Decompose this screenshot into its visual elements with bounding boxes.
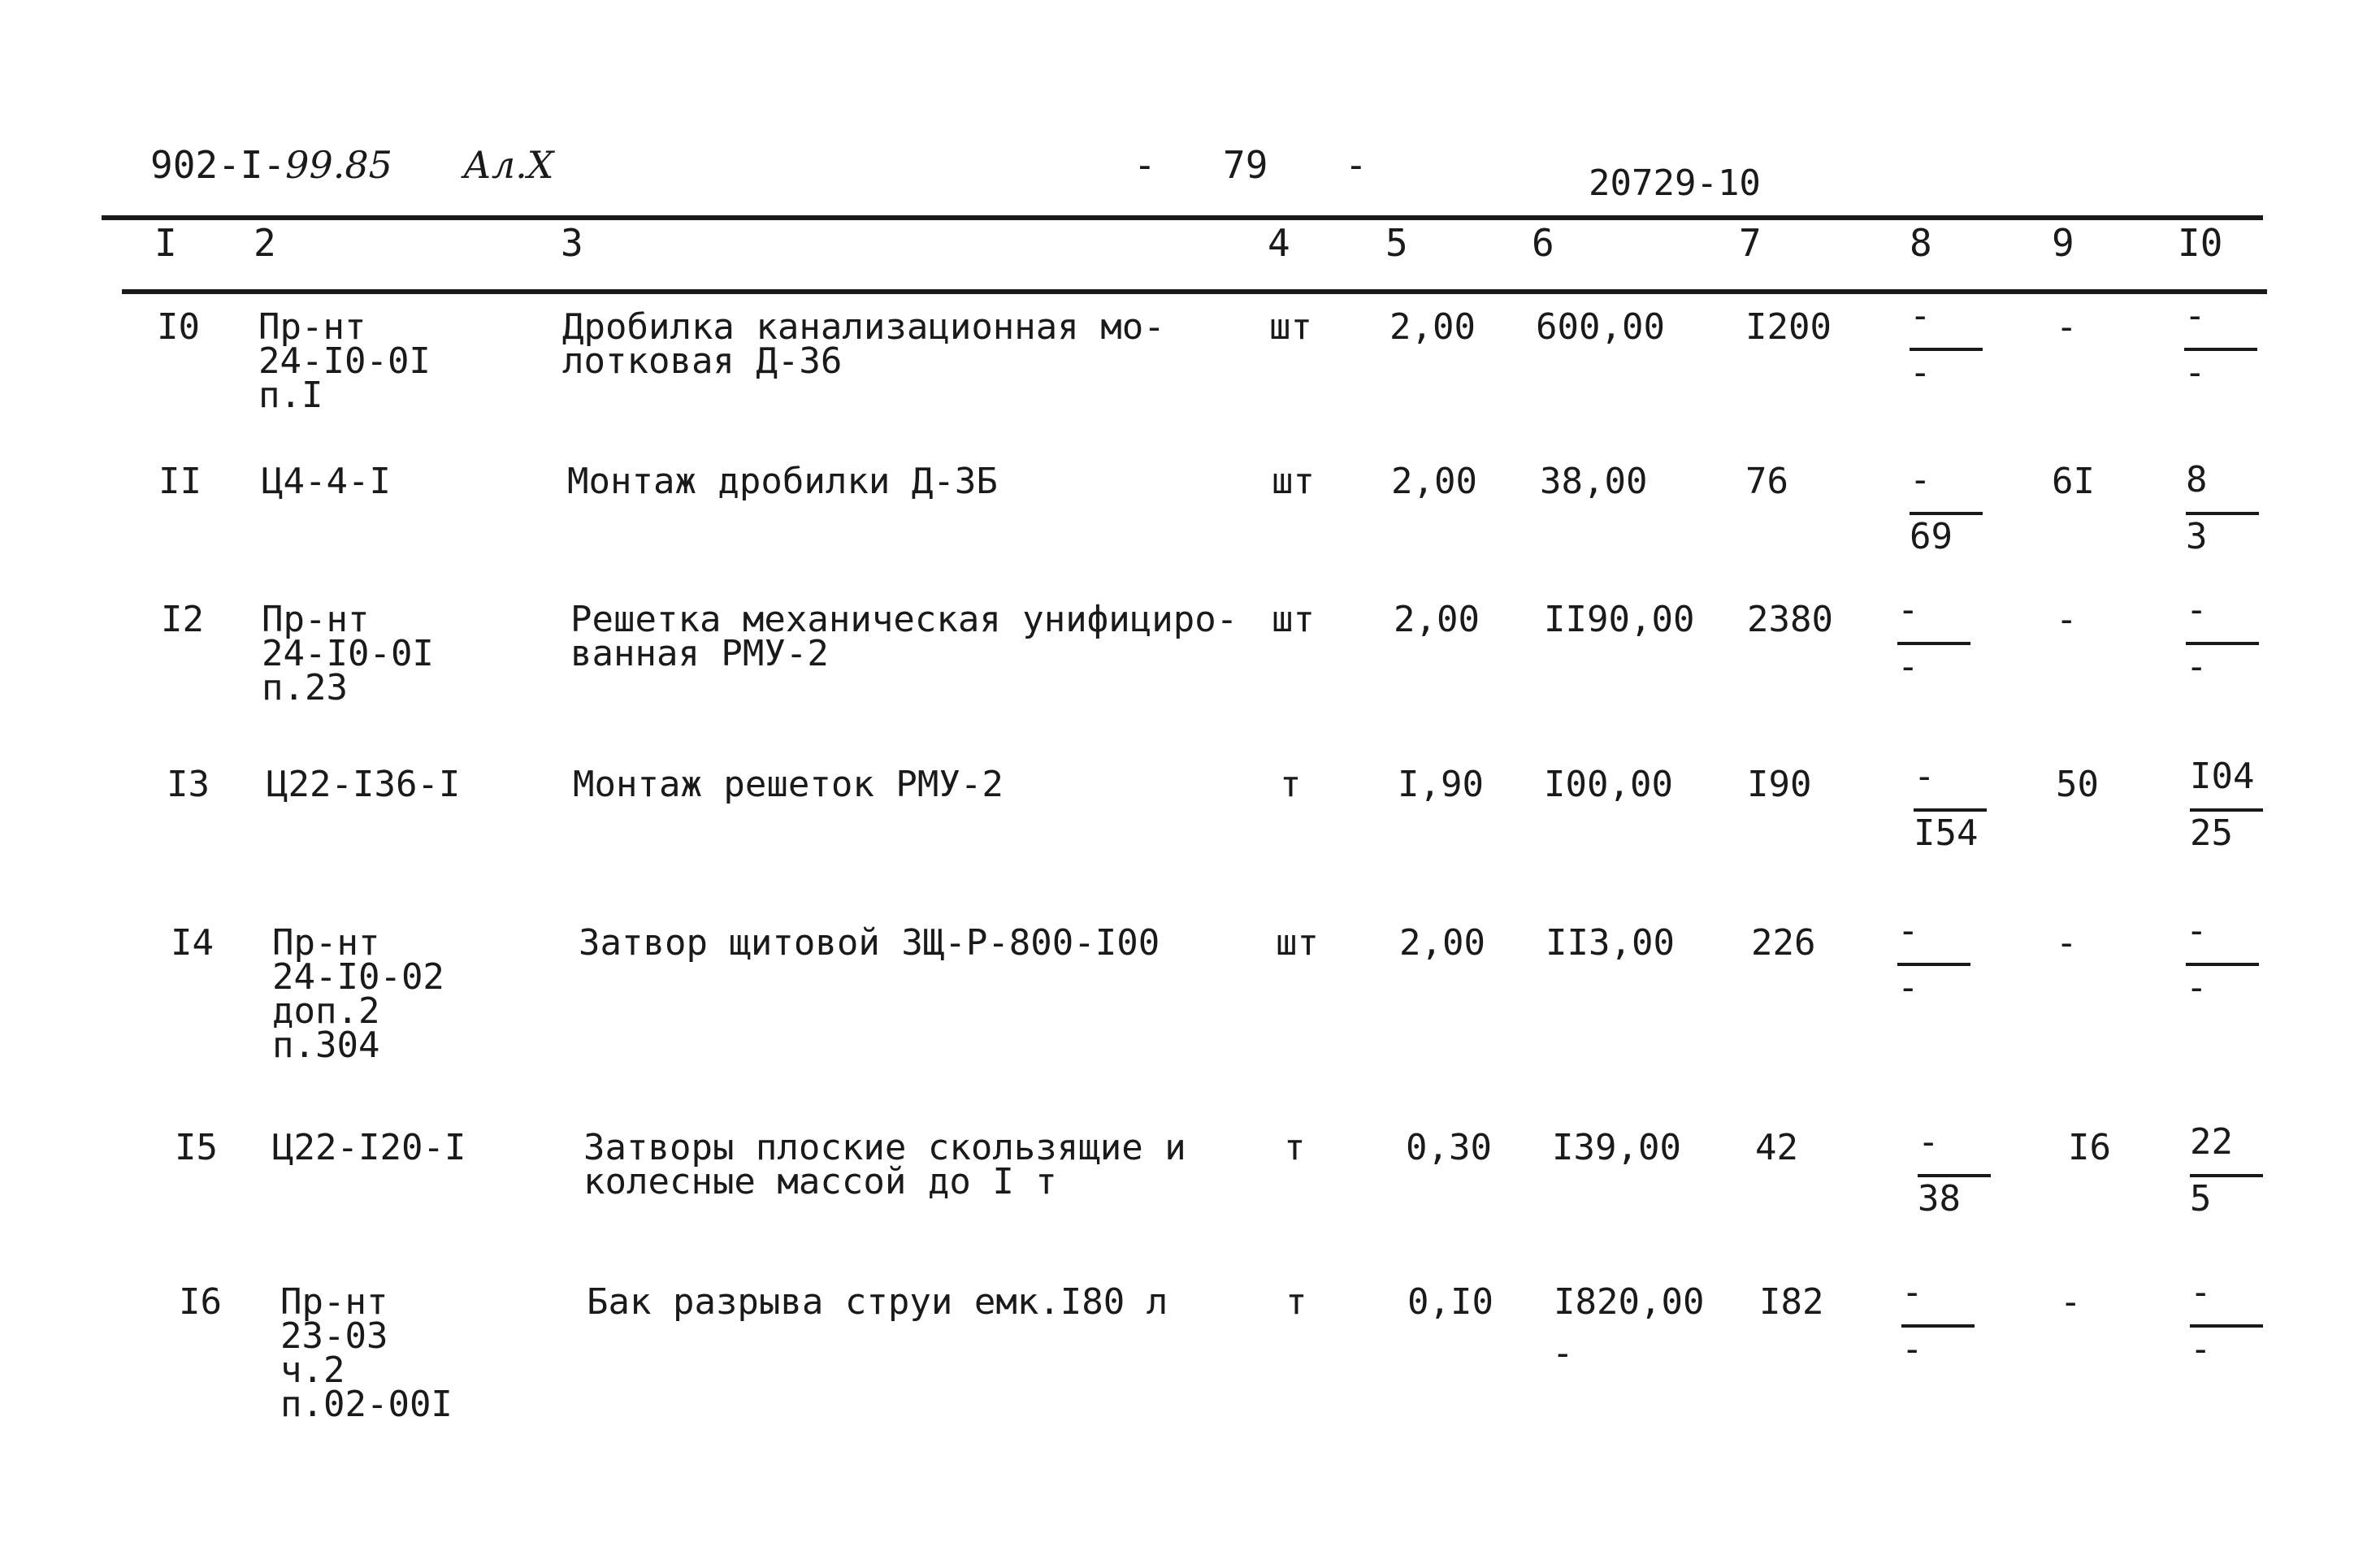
page-dash-left: -	[1134, 143, 1156, 187]
unit-price: 38,00	[1540, 461, 1648, 502]
row-number: I3	[167, 764, 210, 805]
col10-fraction: - -	[2190, 1276, 2263, 1373]
unit: шт	[1269, 306, 1312, 348]
quantity: 0,I0	[1407, 1281, 1493, 1323]
col10-fraction: - -	[2184, 299, 2257, 396]
col8-fraction: - I54	[1914, 760, 1987, 857]
col-head-8: 8	[1910, 221, 1932, 265]
row-number: I6	[179, 1281, 222, 1323]
total-cost: 42	[1755, 1127, 1798, 1168]
quantity: 2,00	[1399, 922, 1485, 964]
resource-code: Пр-нт 24-I0-02 доп.2 п.304	[272, 922, 444, 1066]
col-head-6: 6	[1532, 221, 1554, 265]
unit-price: II90,00	[1544, 599, 1695, 640]
col-head-2: 2	[254, 221, 276, 265]
col10-fraction: - -	[2186, 914, 2259, 1012]
total-cost: 226	[1751, 922, 1816, 964]
unit: шт	[1272, 461, 1315, 502]
unit-price: I820,00	[1554, 1281, 1705, 1323]
col10-fraction: 8 3	[2186, 463, 2259, 561]
quantity: 2,00	[1389, 306, 1476, 348]
col-head-1: I	[154, 221, 177, 265]
doc-code-prefix: 902-I-	[150, 143, 286, 187]
unit: т	[1284, 1127, 1306, 1168]
col9-value: -	[2056, 922, 2078, 964]
col9-value: -	[2056, 306, 2078, 348]
page-number: 79	[1223, 143, 1268, 187]
col8-fraction: - -	[1897, 593, 1970, 691]
resource-code: Пр-нт 24-I0-0I п.I	[258, 306, 431, 416]
item-name: Решетка механическая унифициро- ванная РМУ-2	[570, 599, 1238, 674]
doc-code-handwritten: 99.85	[285, 143, 392, 187]
item-name: Затворы плоские скользящие и колесные массой до I т	[583, 1127, 1186, 1202]
unit: шт	[1272, 599, 1315, 640]
col-head-7: 7	[1739, 221, 1762, 265]
header-bottom-rule	[122, 289, 2267, 294]
row-number: I5	[175, 1127, 218, 1168]
unit: т	[1280, 764, 1302, 805]
col10-fraction: 22 5	[2190, 1125, 2263, 1223]
item-name: Бак разрыва струи емк.I80 л	[587, 1281, 1168, 1323]
page-dash-right: -	[1345, 143, 1368, 187]
col8-fraction: - -	[1910, 299, 1983, 396]
col-head-10: I0	[2178, 221, 2223, 265]
col-head-3: 3	[561, 221, 583, 265]
row-number: I2	[161, 599, 204, 640]
col8-fraction: - 69	[1910, 463, 1983, 561]
item-name: Затвор щитовой ЗЩ-Р-800-I00	[579, 922, 1160, 964]
col10-fraction: I04 25	[2190, 760, 2263, 857]
item-name: Монтаж дробилки Д-3Б	[567, 461, 998, 502]
resource-code: Ц22-I20-I	[272, 1127, 466, 1168]
resource-code: Ц22-I36-I	[267, 764, 461, 805]
col9-value: -	[2060, 1281, 2082, 1323]
unit-price: I39,00	[1552, 1127, 1681, 1168]
unit-price: I00,00	[1544, 764, 1673, 805]
resource-code: Ц4-4-I	[262, 461, 391, 502]
col8-fraction: - 38	[1918, 1125, 1991, 1223]
unit-price: 600,00	[1536, 306, 1665, 348]
total-cost: 76	[1745, 461, 1788, 502]
total-cost: 2380	[1747, 599, 1833, 640]
item-name: Дробилка канализационная мо- лотковая Д-36	[562, 306, 1165, 382]
row-number: II	[158, 461, 202, 502]
col10-fraction: - -	[2186, 593, 2259, 691]
col-head-5: 5	[1385, 221, 1408, 265]
quantity: 2,00	[1391, 461, 1477, 502]
quantity: 0,30	[1406, 1127, 1492, 1168]
doc-code	[150, 143, 392, 187]
col9-value: 6I	[2052, 461, 2095, 502]
col8-fraction: - -	[1897, 914, 1970, 1012]
row-number: I0	[157, 306, 200, 348]
sheet-code: 20729-10	[1589, 162, 1761, 204]
unit: шт	[1276, 922, 1319, 964]
col9-value: 50	[2056, 764, 2099, 805]
col9-value: I6	[2068, 1127, 2111, 1168]
quantity: 2,00	[1394, 599, 1480, 640]
total-cost: I82	[1759, 1281, 1824, 1323]
total-cost: I90	[1747, 764, 1812, 805]
unit-price: II3,00	[1545, 922, 1675, 964]
col8-fraction: - -	[1901, 1276, 1975, 1373]
unit-price-sub: -	[1552, 1332, 1574, 1374]
col-head-9: 9	[2052, 221, 2074, 265]
total-cost: I200	[1745, 306, 1832, 348]
item-name: Монтаж решеток РМУ-2	[573, 764, 1004, 805]
resource-code: Пр-нт 23-03 ч.2 п.02-00I	[280, 1281, 453, 1425]
col-head-4: 4	[1268, 221, 1290, 265]
album-label: Ал.Х	[463, 143, 554, 187]
quantity: I,90	[1398, 764, 1484, 805]
col9-value: -	[2056, 599, 2078, 640]
resource-code: Пр-нт 24-I0-0I п.23	[262, 599, 434, 708]
unit: т	[1285, 1281, 1307, 1323]
row-number: I4	[171, 922, 214, 964]
top-rule	[102, 215, 2263, 220]
